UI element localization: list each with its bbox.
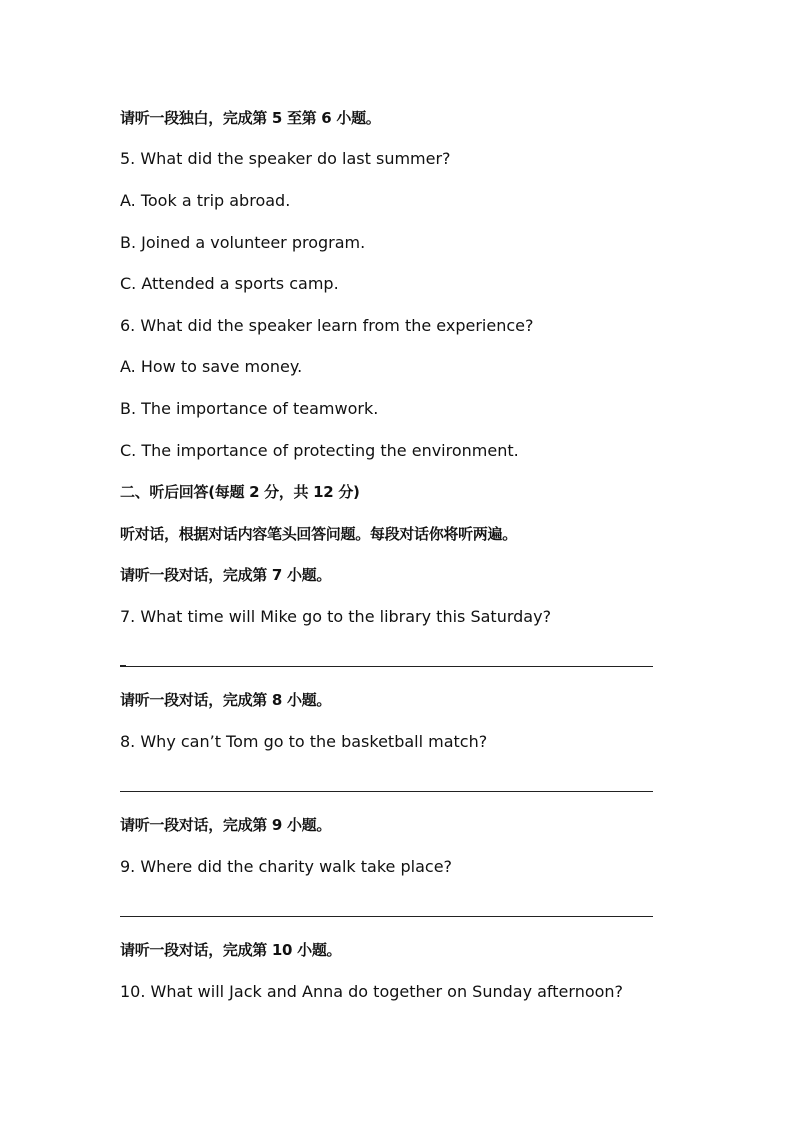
question-10: 10. What will Jack and Anna do together on Sunday afternoon? xyxy=(120,982,624,1001)
answer-line-9[interactable] xyxy=(120,916,653,917)
question-8: 8. Why can’t Tom go to the basketball match? xyxy=(120,732,488,751)
question-6: 6. What did the speaker learn from the experience? xyxy=(120,316,534,335)
question-5: 5. What did the speaker do last summer? xyxy=(120,149,451,168)
question-6-option-a: A. How to save money. xyxy=(120,357,303,376)
answer-line-7[interactable] xyxy=(120,666,653,667)
question-5-option-b: B. Joined a volunteer program. xyxy=(120,233,366,252)
question-9: 9. Where did the charity walk take place? xyxy=(120,857,453,876)
question-5-option-c: C. Attended a sports camp. xyxy=(120,274,339,293)
question-6-option-b: B. The importance of teamwork. xyxy=(120,399,379,418)
instruction-dialogue-8: 请听一段对话，完成第 8 小题。 xyxy=(120,691,332,709)
question-5-option-a: A. Took a trip abroad. xyxy=(120,191,291,210)
question-6-option-c: C. The importance of protecting the environment. xyxy=(120,441,519,460)
instruction-monologue-5-6: 请听一段独白，完成第 5 至第 6 小题。 xyxy=(120,109,381,127)
instruction-dialogue-10: 请听一段对话，完成第 10 小题。 xyxy=(120,941,342,959)
section-instructions: 听对话，根据对话内容笔头回答问题。每段对话你将听两遍。 xyxy=(120,525,517,543)
question-7: 7. What time will Mike go to the library this Saturday? xyxy=(120,607,552,626)
instruction-dialogue-9: 请听一段对话，完成第 9 小题。 xyxy=(120,816,332,834)
instruction-dialogue-7: 请听一段对话，完成第 7 小题。 xyxy=(120,566,332,584)
answer-line-8[interactable] xyxy=(120,791,653,792)
section-heading-listen-and-answer: 二、听后回答(每题 2 分，共 12 分) xyxy=(120,483,360,501)
